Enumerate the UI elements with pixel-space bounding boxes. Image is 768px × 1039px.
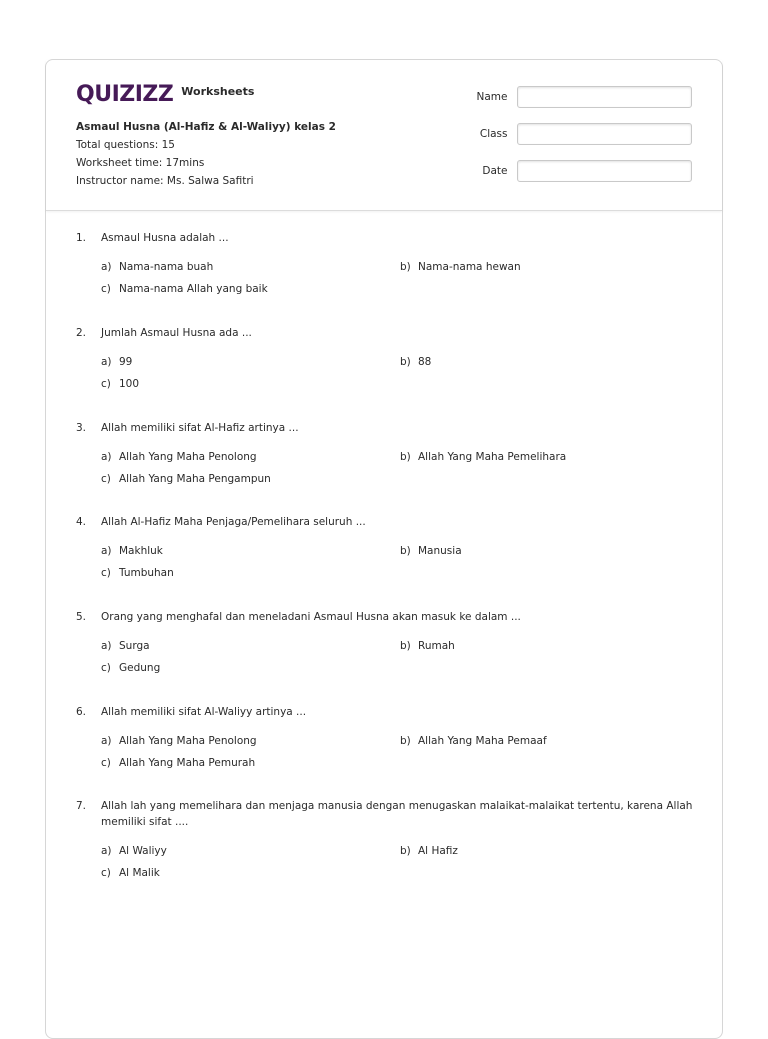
option-text: Tumbuhan (119, 567, 174, 579)
question-text: Orang yang menghafal dan meneladani Asmaul Husna akan masuk ke dalam ... (101, 611, 521, 623)
worksheet-page (45, 59, 723, 1039)
question-6 (76, 704, 696, 773)
option-text: Allah Yang Maha Pemaaf (418, 735, 547, 747)
question-text: Allah memiliki sifat Al-Waliyy artinya ... (101, 706, 307, 718)
option-letter: c) (101, 867, 111, 879)
question-7 (76, 798, 696, 883)
question-text: Allah memiliki sifat Al-Hafiz artinya ... (101, 422, 299, 434)
question-text: Jumlah Asmaul Husna ada ... (101, 327, 252, 339)
option-c[interactable] (101, 565, 174, 581)
option-text: Surga (119, 640, 150, 652)
instructor-name: Instructor name: Ms. Salwa Safitri (76, 175, 254, 187)
answer-options (101, 449, 696, 489)
question-text: Allah lah yang memelihara dan menjaga manusia dengan menugaskan malaikat-malaikat tertentu, karena Allah memiliki sifat .... (101, 800, 693, 828)
worksheet-meta (76, 118, 336, 190)
option-letter: b) (400, 451, 411, 463)
question-4 (76, 514, 696, 583)
option-a[interactable] (101, 638, 150, 654)
option-c[interactable] (101, 755, 255, 771)
name-row (472, 86, 692, 108)
option-letter: a) (101, 640, 112, 652)
option-letter: b) (400, 735, 411, 747)
option-letter: a) (101, 451, 112, 463)
option-b[interactable] (400, 449, 566, 465)
option-b[interactable] (400, 259, 521, 275)
answer-options (101, 354, 696, 394)
question-number: 5. (76, 611, 87, 623)
brand (76, 82, 254, 107)
option-b[interactable] (400, 638, 455, 654)
option-text: Nama-nama hewan (418, 261, 521, 273)
option-letter: c) (101, 567, 111, 579)
option-a[interactable] (101, 449, 257, 465)
answer-options (101, 638, 696, 678)
option-text: 88 (418, 356, 432, 368)
question-number: 6. (76, 706, 87, 718)
option-text: Allah Yang Maha Pengampun (119, 473, 271, 485)
option-text: Al Malik (119, 867, 160, 879)
option-b[interactable] (400, 843, 458, 859)
name-label: Name (476, 91, 508, 103)
option-text: Allah Yang Maha Penolong (119, 735, 257, 747)
worksheet-header (46, 60, 722, 211)
option-a[interactable] (101, 733, 257, 749)
answer-options (101, 843, 696, 883)
class-label: Class (479, 128, 508, 140)
option-letter: a) (101, 735, 112, 747)
option-b[interactable] (400, 733, 547, 749)
option-text: Gedung (119, 662, 161, 674)
option-text: 99 (119, 356, 133, 368)
option-a[interactable] (101, 354, 132, 370)
option-letter: a) (101, 356, 112, 368)
option-letter: c) (101, 378, 111, 390)
option-letter: b) (400, 640, 411, 652)
option-c[interactable] (101, 281, 268, 297)
answer-options (101, 733, 696, 773)
option-c[interactable] (101, 660, 160, 676)
option-text: Nama-nama buah (119, 261, 214, 273)
total-questions: Total questions: 15 (76, 139, 175, 151)
option-text: Rumah (418, 640, 455, 652)
option-letter: a) (101, 845, 112, 857)
option-letter: b) (400, 356, 411, 368)
option-letter: c) (101, 757, 111, 769)
worksheet-title: Asmaul Husna (Al-Hafiz & Al-Waliyy) kelas 2 (76, 121, 336, 133)
option-text: Manusia (418, 545, 462, 557)
option-c[interactable] (101, 376, 139, 392)
question-number: 4. (76, 516, 87, 528)
question-3 (76, 420, 696, 489)
option-letter: a) (101, 545, 112, 557)
answer-options (101, 543, 696, 583)
date-field[interactable] (517, 160, 692, 182)
option-a[interactable] (101, 543, 163, 559)
option-letter: c) (101, 662, 111, 674)
quizizz-logo: QUIZIZZ (76, 82, 174, 107)
worksheets-label: Worksheets (181, 85, 255, 98)
name-field[interactable] (517, 86, 692, 108)
date-row (472, 160, 692, 182)
option-c[interactable] (101, 865, 160, 881)
question-5 (76, 609, 696, 678)
question-number: 2. (76, 327, 87, 339)
option-letter: b) (400, 845, 411, 857)
question-text: Asmaul Husna adalah ... (101, 232, 229, 244)
class-field[interactable] (517, 123, 692, 145)
question-number: 7. (76, 800, 87, 812)
option-text: 100 (119, 378, 140, 390)
option-text: Al Hafiz (418, 845, 458, 857)
option-text: Allah Yang Maha Pemurah (119, 757, 256, 769)
option-a[interactable] (101, 259, 213, 275)
option-letter: c) (101, 473, 111, 485)
option-b[interactable] (400, 354, 431, 370)
option-text: Nama-nama Allah yang baik (119, 283, 268, 295)
date-label: Date (482, 165, 508, 177)
question-text: Allah Al-Hafiz Maha Penjaga/Pemelihara seluruh ... (101, 516, 366, 528)
answer-options (101, 259, 696, 299)
question-2 (76, 325, 696, 394)
option-letter: b) (400, 261, 411, 273)
option-text: Allah Yang Maha Penolong (119, 451, 257, 463)
student-fields (472, 86, 692, 197)
option-c[interactable] (101, 471, 271, 487)
question-1 (76, 230, 696, 299)
option-text: Allah Yang Maha Pemelihara (418, 451, 567, 463)
option-text: Makhluk (119, 545, 163, 557)
option-letter: b) (400, 545, 411, 557)
worksheet-time: Worksheet time: 17mins (76, 157, 205, 169)
option-text: Al Waliyy (119, 845, 167, 857)
question-number: 1. (76, 232, 87, 244)
option-a[interactable] (101, 843, 167, 859)
option-letter: c) (101, 283, 111, 295)
question-number: 3. (76, 422, 87, 434)
class-row (472, 123, 692, 145)
option-b[interactable] (400, 543, 462, 559)
option-letter: a) (101, 261, 112, 273)
